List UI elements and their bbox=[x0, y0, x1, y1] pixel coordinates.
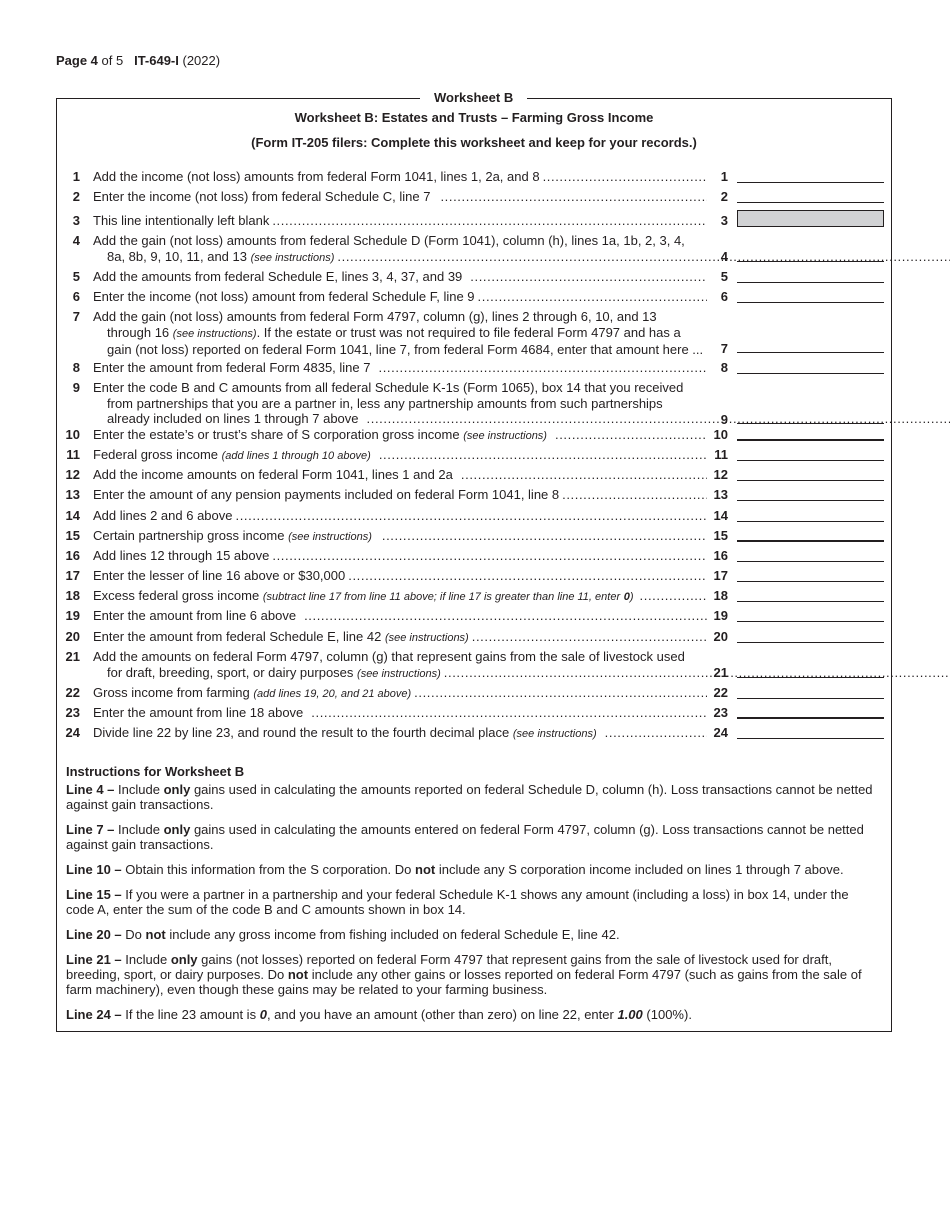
instruction-line-7: Line 7 – Include only gains used in calculating the amounts entered on federal Form 4797, column (g). Loss transactions cannot be netted against gain transactions. bbox=[66, 822, 864, 852]
line-box-number: 14 bbox=[713, 508, 728, 523]
line-number: 16 bbox=[65, 548, 80, 563]
line-text: This line intentionally left blank ..... bbox=[93, 213, 707, 229]
line-text: Enter the income (not loss) amount from federal Schedule F, line 9 ..... bbox=[93, 289, 707, 305]
line-text: Add lines 12 through 15 above ..... bbox=[93, 548, 707, 564]
amount-field-line-1[interactable] bbox=[737, 169, 884, 183]
amount-field-line-23[interactable] bbox=[737, 705, 884, 719]
line-box-number: 12 bbox=[713, 467, 728, 482]
worksheet-legend: Worksheet B bbox=[420, 90, 527, 105]
line-box-number: 9 bbox=[720, 412, 728, 427]
line-number: 23 bbox=[65, 705, 80, 720]
line-text: Enter the amount from federal Schedule E, line 42 (see instructions) ..... bbox=[93, 629, 707, 647]
instructions-heading: Instructions for Worksheet B bbox=[66, 764, 245, 779]
line-number: 8 bbox=[72, 360, 80, 375]
line-text: Add lines 2 and 6 above ..... bbox=[93, 508, 707, 524]
instruction-line-10: Line 10 – Obtain this information from the S corporation. Do not include any S corporation income included on lines 1 through 7 above. bbox=[66, 862, 844, 877]
amount-field-line-10[interactable] bbox=[737, 427, 884, 441]
instruction-line-4: Line 4 – Include only gains used in calculating the amounts reported on federal Schedule D, column (h). Loss transactions cannot be netted against gain transactions. bbox=[66, 782, 873, 812]
amount-field-line-13[interactable] bbox=[737, 487, 884, 501]
line-box-number: 15 bbox=[713, 528, 728, 543]
form-year: (2022) bbox=[182, 53, 221, 68]
line-text: Enter the estate’s or trust’s share of S corporation gross income (see instructions) ..... bbox=[93, 427, 707, 445]
line-box-number: 7 bbox=[720, 341, 728, 356]
line-text: Divide line 22 by line 23, and round the result to the fourth decimal place (see instructions) ..... bbox=[93, 725, 707, 743]
line-box-number: 21 bbox=[713, 665, 728, 680]
line-box-number: 13 bbox=[713, 487, 728, 502]
amount-field-line-21[interactable] bbox=[737, 664, 884, 678]
line-text: Enter the income (not loss) from federal Schedule C, line 7 ..... bbox=[93, 189, 707, 205]
amount-field-line-14[interactable] bbox=[737, 508, 884, 522]
form-number: IT-649-I bbox=[134, 53, 179, 68]
line-text: Federal gross income (add lines 1 through 10 above) ..... bbox=[93, 447, 707, 465]
line-number: 9 bbox=[72, 380, 80, 395]
line-box-number: 1 bbox=[720, 169, 728, 184]
amount-field-line-8[interactable] bbox=[737, 360, 884, 374]
amount-field-line-12[interactable] bbox=[737, 467, 884, 481]
amount-field-line-18[interactable] bbox=[737, 588, 884, 602]
line-box-number: 6 bbox=[720, 289, 728, 304]
line-number: 10 bbox=[65, 427, 80, 442]
line-box-number: 18 bbox=[713, 588, 728, 603]
line-number: 13 bbox=[65, 487, 80, 502]
line-number: 2 bbox=[72, 189, 80, 204]
amount-field-line-6[interactable] bbox=[737, 289, 884, 303]
line-box-number: 23 bbox=[713, 705, 728, 720]
instruction-line-20: Line 20 – Do not include any gross income from fishing included on federal Schedule E, line 42. bbox=[66, 927, 620, 942]
amount-field-line-2[interactable] bbox=[737, 189, 884, 203]
line-text: Gross income from farming (add lines 19, 20, and 21 above) ..... bbox=[93, 685, 707, 703]
amount-field-line-5[interactable] bbox=[737, 269, 884, 283]
line-box-number: 22 bbox=[713, 685, 728, 700]
page-number: Page 4 bbox=[56, 53, 98, 68]
line-text: Add the amounts from federal Schedule E, lines 3, 4, 37, and 39 ..... bbox=[93, 269, 707, 285]
amount-field-line-22[interactable] bbox=[737, 685, 884, 699]
amount-field-line-4[interactable] bbox=[737, 248, 884, 262]
blank-field-line-3 bbox=[737, 210, 884, 227]
line-box-number: 5 bbox=[720, 269, 728, 284]
line-box-number: 3 bbox=[720, 213, 728, 228]
line-box-number: 2 bbox=[720, 189, 728, 204]
line-text: Enter the lesser of line 16 above or $30,000 ..... bbox=[93, 568, 707, 584]
line-number: 3 bbox=[72, 213, 80, 228]
line-number: 4 bbox=[72, 233, 80, 248]
line-text: Add the amounts on federal Form 4797, column (g) that represent gains from the sale of livestock used for draft, breeding, sport, or dairy purposes (see instructions) ..... bbox=[93, 649, 707, 682]
line-number: 19 bbox=[65, 608, 80, 623]
line-number: 22 bbox=[65, 685, 80, 700]
line-number: 7 bbox=[72, 309, 80, 324]
page-count: of 5 bbox=[101, 53, 124, 68]
worksheet-subtitle: (Form IT-205 filers: Complete this worksheet and keep for your records.) bbox=[251, 135, 697, 150]
line-box-number: 19 bbox=[713, 608, 728, 623]
line-number: 20 bbox=[65, 629, 80, 644]
line-box-number: 20 bbox=[713, 629, 728, 644]
line-text: Add the gain (not loss) amounts from federal Schedule D (Form 1041), column (h), lines 1a, 1b, 2, 3, 4, 8a, 8b, 9, 10, 11, and 13 (see instructions) ..... bbox=[93, 233, 707, 266]
line-text: Enter the amount of any pension payments included on federal Form 1041, line 8 ..... bbox=[93, 487, 707, 503]
amount-field-line-7[interactable] bbox=[737, 339, 884, 353]
amount-field-line-9[interactable] bbox=[737, 410, 884, 424]
line-text: Enter the code B and C amounts from all federal Schedule K-1s (Form 1065), box 14 that you received from partnerships that you are a partner in, less any partnership amounts from such partnerships already included on lines 1 through 7 above ..... bbox=[93, 380, 707, 427]
line-number: 24 bbox=[65, 725, 80, 740]
line-text: Add the income (not loss) amounts from federal Form 1041, lines 1, 2a, and 8 ..... bbox=[93, 169, 707, 185]
instruction-line-24: Line 24 – If the line 23 amount is 0, and you have an amount (other than zero) on line 22, enter 1.00 (100%). bbox=[66, 1007, 692, 1022]
line-number: 5 bbox=[72, 269, 80, 284]
line-box-number: 11 bbox=[714, 447, 728, 462]
amount-field-line-11[interactable] bbox=[737, 447, 884, 461]
instruction-line-21: Line 21 – Include only gains (not losses) reported on federal Form 4797 that represent gains from the sale of livestock used for draft, breeding, sport, or dairy purposes. Do not include any other gains or losses reported on federal Form 4797 (such as gains from the sale of farm machinery), even though these gains may be related to your farming business. bbox=[66, 952, 862, 997]
line-box-number: 17 bbox=[713, 568, 728, 583]
line-number: 14 bbox=[65, 508, 80, 523]
line-text: Enter the amount from federal Form 4835, line 7 ..... bbox=[93, 360, 707, 376]
line-number: 6 bbox=[72, 289, 80, 304]
line-box-number: 16 bbox=[713, 548, 728, 563]
line-text: Add the gain (not loss) amounts from federal Form 4797, column (g), lines 2 through 6, 10, and 13 through 16 (see instructions). If the estate or trust was not required to file federal Form 4797 and has a gain (not loss) reported on federal Form 1041, line 7, from federal Form 4684, enter that amount here ... bbox=[93, 309, 704, 357]
line-box-number: 24 bbox=[713, 725, 728, 740]
instruction-line-15: Line 15 – If you were a partner in a partnership and your federal Schedule K-1 shows any amount (including a loss) in box 14, under the code A, enter the sum of the code B and C amounts shown in box 14. bbox=[66, 887, 849, 917]
amount-field-line-20[interactable] bbox=[737, 629, 884, 643]
line-number: 15 bbox=[65, 528, 80, 543]
line-number: 21 bbox=[65, 649, 80, 664]
line-number: 1 bbox=[72, 169, 80, 184]
line-text: Certain partnership gross income (see instructions) ..... bbox=[93, 528, 707, 546]
page-header bbox=[56, 53, 220, 68]
line-text: Add the income amounts on federal Form 1041, lines 1 and 2a ..... bbox=[93, 467, 707, 483]
amount-field-line-15[interactable] bbox=[737, 528, 884, 542]
worksheet-title: Worksheet B: Estates and Trusts – Farming Gross Income bbox=[294, 110, 654, 125]
instructions-section bbox=[66, 764, 880, 1032]
line-box-number: 10 bbox=[713, 427, 728, 442]
amount-field-line-16[interactable] bbox=[737, 548, 884, 562]
line-number: 12 bbox=[65, 467, 80, 482]
line-number: 11 bbox=[66, 447, 80, 462]
amount-field-line-17[interactable] bbox=[737, 568, 884, 582]
amount-field-line-19[interactable] bbox=[737, 608, 884, 622]
line-number: 18 bbox=[65, 588, 80, 603]
line-box-number: 8 bbox=[720, 360, 728, 375]
amount-field-line-24[interactable] bbox=[737, 725, 884, 739]
line-text: Enter the amount from line 6 above ..... bbox=[93, 608, 707, 624]
line-box-number: 4 bbox=[720, 249, 728, 264]
line-text: Enter the amount from line 18 above ..... bbox=[93, 705, 707, 721]
line-text: Excess federal gross income (subtract line 17 from line 11 above; if line 17 is greater than line 11, enter 0) ..... bbox=[93, 588, 707, 606]
line-number: 17 bbox=[65, 568, 80, 583]
